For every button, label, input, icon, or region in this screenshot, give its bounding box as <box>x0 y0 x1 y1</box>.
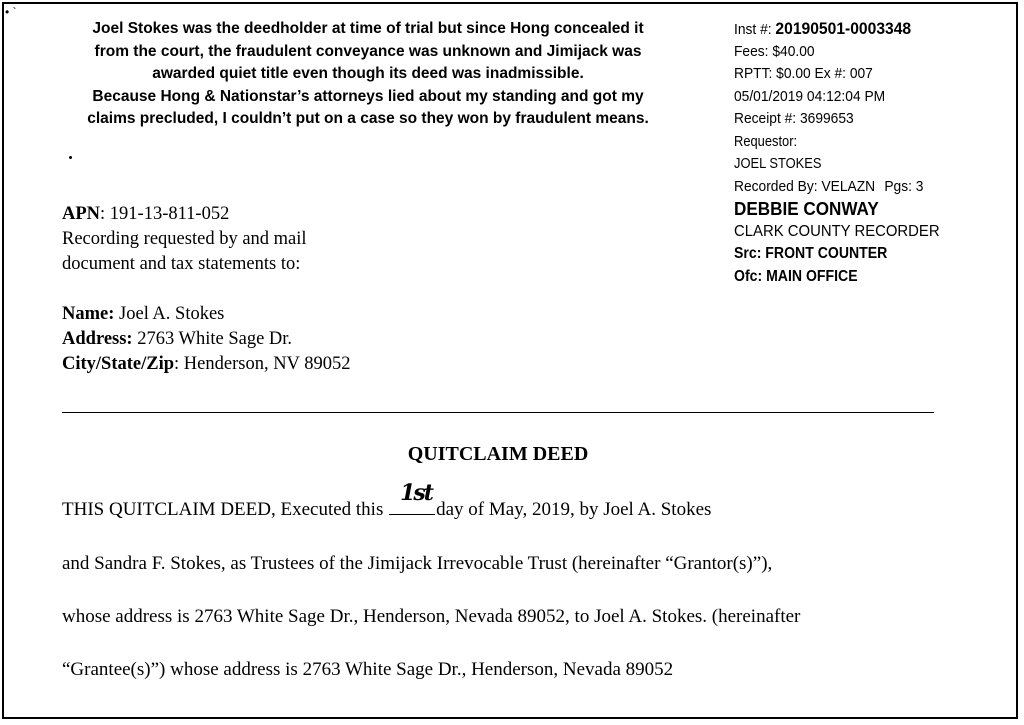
requested-by-line: Recording requested by and mail <box>62 229 307 249</box>
notice-line: awarded quiet title even though its deed was inadmissible. <box>152 65 584 82</box>
mail-address: Address: 2763 White Sage Dr. <box>62 329 293 349</box>
notice-line: claims precluded, I couldn’t put on a case so they won by fraudulent means. <box>87 110 649 127</box>
corner-mark: • ` <box>5 5 17 19</box>
recorder-name: DEBBIE CONWAY <box>734 199 879 219</box>
deed-line-3: whose address is 2763 White Sage Dr., Henderson, Nevada 89052, to Joel A. Stokes. (hereinafter <box>62 606 801 627</box>
receipt-number: Receipt #: 3699653 <box>734 110 854 127</box>
deed-title: QUITCLAIM DEED <box>407 443 589 465</box>
notice-line: from the court, the fraudulent conveyance was unknown and Jimijack was <box>94 42 642 60</box>
day-blank <box>389 480 435 515</box>
deed-line-1: THIS QUITCLAIM DEED, Executed this 1st day of May, 2019, by Joel A. Stokes <box>62 480 712 520</box>
recording-stamp <box>734 18 955 288</box>
rptt: RPTT: $0.00 Ex #: 007 <box>734 65 873 82</box>
handwritten-notice <box>32 18 704 131</box>
instrument-number: Inst #: 20190501-0003348 <box>734 19 912 38</box>
spacer <box>62 277 350 302</box>
page-count: Pgs: 3 <box>884 177 924 195</box>
requestor-name: JOEL STOKES <box>734 155 822 172</box>
apn: APN: 191-13-811-052 <box>62 204 230 224</box>
recorded-by: Recorded By: VELAZN Pgs: 3 <box>734 177 924 195</box>
divider <box>62 412 934 413</box>
deed-line-2: and Sandra F. Stokes, as Trustees of the Jimijack Irrevocable Trust (hereinafter “Grantor(s)”), <box>62 553 773 574</box>
mail-name: Name: Joel A. Stokes <box>62 304 225 324</box>
record-datetime: 05/01/2019 04:12:04 PM <box>734 87 886 105</box>
source: Src: FRONT COUNTER <box>734 245 888 262</box>
deed-line-4: “Grantee(s)”) whose address is 2763 White Sage Dr., Henderson, Nevada 89052 <box>62 659 674 680</box>
recorder-office: CLARK COUNTY RECORDER <box>734 222 940 240</box>
notice-line: Joel Stokes was the deedholder at time of trial but since Hong concealed it <box>92 20 644 37</box>
notice-line: Because Hong & Nationstar’s attorneys lied about my standing and got my <box>92 87 644 105</box>
requested-by-line: document and tax statements to: <box>62 254 301 274</box>
handwritten-day: 1st <box>400 480 432 506</box>
fees: Fees: $40.00 <box>734 42 815 60</box>
office: Ofc: MAIN OFFICE <box>734 267 858 285</box>
mailing-block <box>62 202 350 377</box>
requestor-label: Requestor: <box>734 132 798 150</box>
mail-city-state-zip: City/State/Zip: Henderson, NV 89052 <box>62 354 351 374</box>
stray-dot <box>69 156 72 159</box>
